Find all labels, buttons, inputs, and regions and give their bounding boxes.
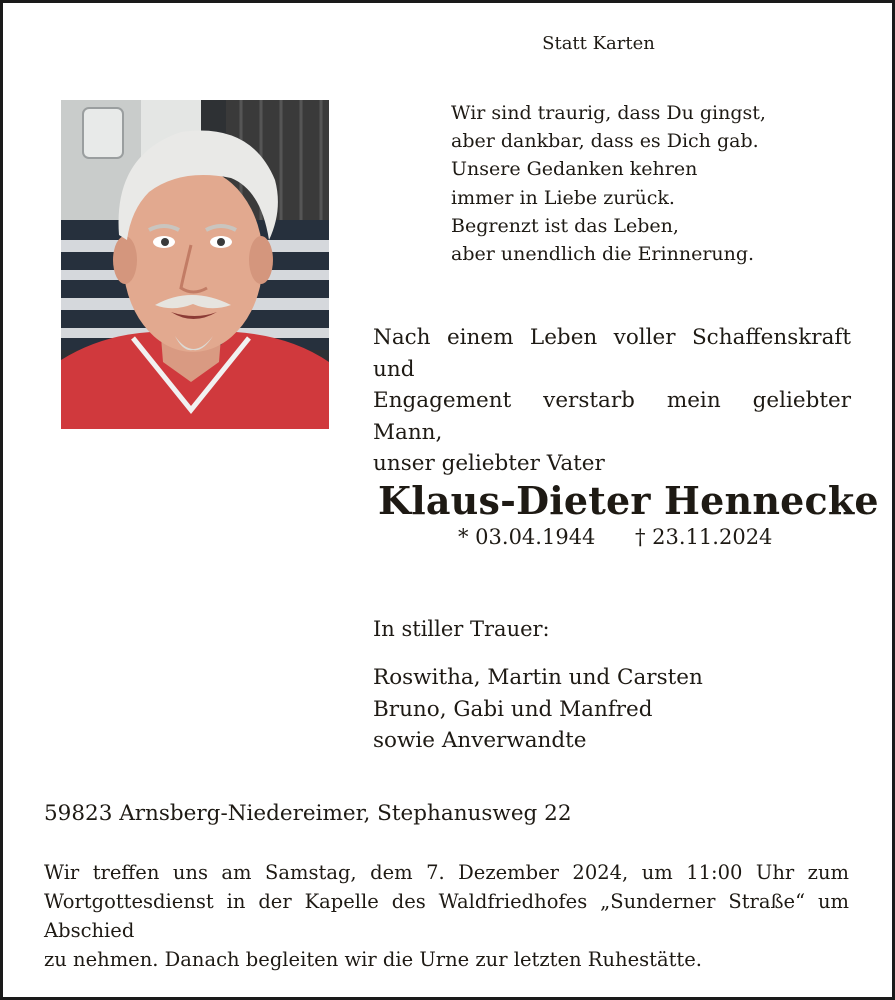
closing-text [44,858,849,974]
closing-line: Wir treffen uns am Samstag, dem 7. Dezember 2024, um 11:00 Uhr zum [44,861,849,884]
intro-line: Engagement verstarb mein geliebter Mann, [373,388,851,445]
poem-line: immer in Liebe zurück. [451,186,675,209]
closing-line: zu nehmen. Danach begleiten wir die Urne zur letzten Ruhestätte. [44,948,703,971]
birth-date: * 03.04.1944 [458,525,596,549]
poem-line: aber dankbar, dass es Dich gab. [451,130,759,153]
mourner-line: sowie Anverwandte [373,728,587,753]
mourners-list [373,662,703,757]
deceased-name: Klaus-Dieter Hennecke [378,478,879,523]
poem-line: Begrenzt ist das Leben, [451,214,679,237]
portrait-photo [61,100,329,429]
intro-line: unser geliebter Vater [373,451,605,476]
death-date: † 23.11.2024 [635,525,773,549]
header-title: Statt Karten [542,33,655,54]
closing-line: Wortgottesdienst in der Kapelle des Waldfriedhofes „Sunderner Straße“ um Abschied [44,890,849,942]
intro-line: Nach einem Leben voller Schaffenskraft und [373,325,851,382]
mourner-line: Bruno, Gabi und Manfred [373,696,653,722]
intro-text [373,322,851,480]
address: 59823 Arnsberg-Niedereimer, Stephanusweg 22 [44,801,572,826]
mourner-line: Roswitha, Martin und Carsten [373,665,703,690]
poem-line: aber unendlich die Erinnerung. [451,243,755,266]
mourners-heading: In stiller Trauer: [373,617,550,641]
poem-line: Unsere Gedanken kehren [451,158,698,181]
poem-line: Wir sind traurig, dass Du gingst, [451,102,766,124]
poem [451,99,766,268]
portrait-photo-icon [61,100,329,429]
